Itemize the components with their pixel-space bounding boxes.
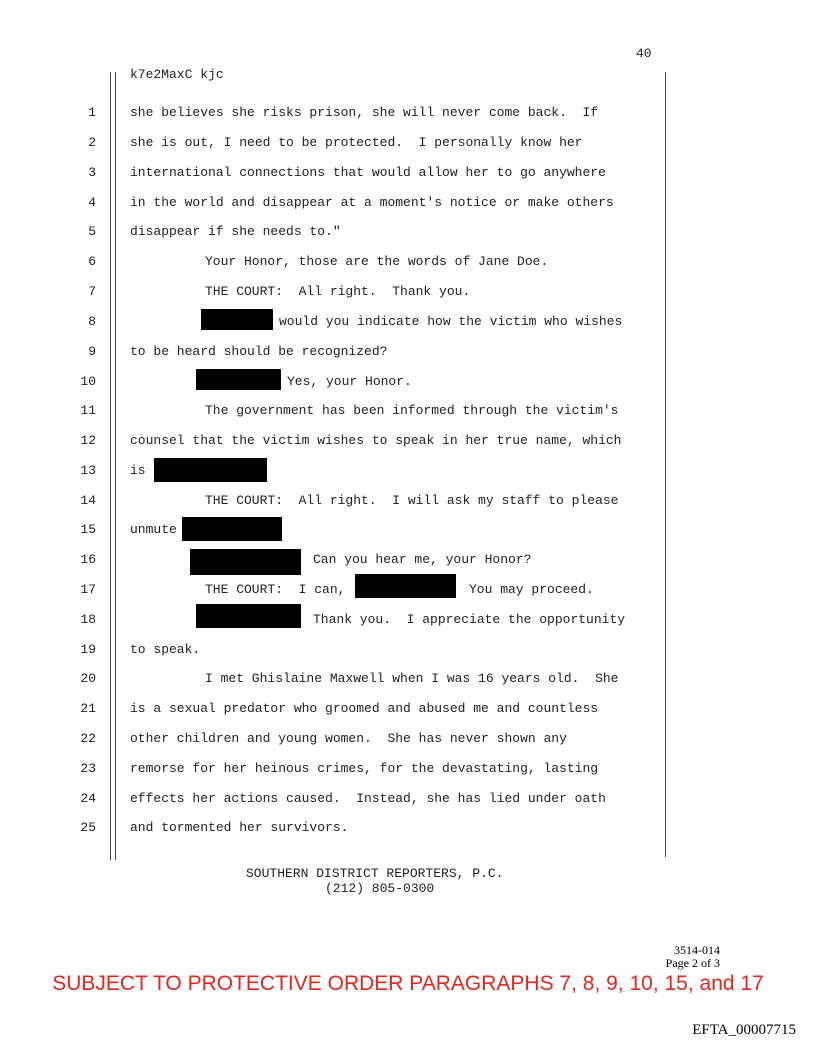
line-number: 3: [88, 165, 96, 180]
line-number: 7: [88, 284, 96, 299]
right-margin-rule: [665, 72, 666, 857]
transcript-line: THE COURT: All right. Thank you.: [205, 284, 471, 299]
page-number: 40: [636, 46, 652, 61]
line-number: 12: [80, 433, 96, 448]
bates-number: EFTA_00007715: [692, 1022, 796, 1038]
line-number: 22: [80, 731, 96, 746]
line-number: 1: [88, 105, 96, 120]
line-number: 24: [80, 791, 96, 806]
transcript-line: Your Honor, those are the words of Jane Doe.: [205, 254, 549, 269]
transcript-line: would you indicate how the victim who wishes: [279, 314, 623, 329]
redaction-box: [196, 604, 301, 628]
reporter-name: SOUTHERN DISTRICT REPORTERS, P.C.: [246, 866, 504, 881]
line-number: 13: [80, 463, 96, 478]
transcript-line: is: [130, 463, 146, 478]
left-margin-rule-outer: [110, 72, 111, 860]
line-number: 19: [80, 642, 96, 657]
transcript-line: THE COURT: I can,: [205, 582, 346, 597]
redaction-box: [182, 517, 282, 541]
transcript-line: The government has been informed through the victim's: [205, 403, 619, 418]
redaction-box: [355, 574, 456, 598]
transcript-line: You may proceed.: [469, 582, 594, 597]
transcript-line: to speak.: [130, 642, 201, 657]
transcript-line: I met Ghislaine Maxwell when I was 16 years old. She: [205, 671, 619, 686]
transcript-line: she believes she risks prison, she will never come back. If: [130, 105, 599, 120]
line-number: 8: [88, 314, 96, 329]
line-number: 23: [80, 761, 96, 776]
transcript-line: remorse for her heinous crimes, for the devastating, lasting: [130, 761, 599, 776]
transcript-line: Yes, your Honor.: [287, 374, 412, 389]
transcript-line: is a sexual predator who groomed and abused me and countless: [130, 701, 599, 716]
transcript-line: in the world and disappear at a moment's notice or make others: [130, 195, 614, 210]
line-number: 11: [80, 403, 96, 418]
line-number: 20: [80, 671, 96, 686]
line-number: 21: [80, 701, 96, 716]
redaction-box: [190, 549, 301, 575]
transcript-line: counsel that the victim wishes to speak in her true name, which: [130, 433, 622, 448]
line-number: 15: [80, 522, 96, 537]
line-number: 5: [88, 224, 96, 239]
reporter-phone: (212) 805-0300: [325, 881, 435, 896]
line-number: 4: [88, 195, 96, 210]
transcript-line: and tormented her survivors.: [130, 820, 349, 835]
line-number: 18: [80, 612, 96, 627]
transcript-line: unmute: [130, 522, 177, 537]
line-number: 16: [80, 552, 96, 567]
line-number: 25: [80, 820, 96, 835]
transcript-line: THE COURT: All right. I will ask my staff to please: [205, 493, 619, 508]
line-number: 17: [80, 582, 96, 597]
transcript-line: effects her actions caused. Instead, she has lied under oath: [130, 791, 606, 806]
transcript-line: Can you hear me, your Honor?: [313, 552, 532, 567]
transcript-line: to be heard should be recognized?: [130, 344, 388, 359]
line-number: 6: [88, 254, 96, 269]
transcript-line: she is out, I need to be protected. I personally know her: [130, 135, 583, 150]
case-identifier: k7e2MaxC kjc: [130, 67, 224, 82]
page-of-count: Page 2 of 3: [665, 956, 720, 970]
transcript-line: other children and young women. She has never shown any: [130, 731, 567, 746]
line-number: 9: [88, 344, 96, 359]
left-margin-rule-inner: [115, 72, 116, 860]
redaction-box: [196, 369, 281, 390]
redaction-box: [201, 309, 273, 330]
line-number: 14: [80, 493, 96, 508]
transcript-line: disappear if she needs to.": [130, 224, 341, 239]
line-number: 10: [80, 374, 96, 389]
redaction-box: [154, 458, 267, 482]
document-number: 3514-014: [674, 943, 720, 957]
transcript-line: international connections that would allow her to go anywhere: [130, 165, 606, 180]
protective-order-notice: SUBJECT TO PROTECTIVE ORDER PARAGRAPHS 7, 8, 9, 10, 15, and 17: [52, 972, 764, 995]
transcript-line: Thank you. I appreciate the opportunity: [313, 612, 626, 627]
line-number: 2: [88, 135, 96, 150]
